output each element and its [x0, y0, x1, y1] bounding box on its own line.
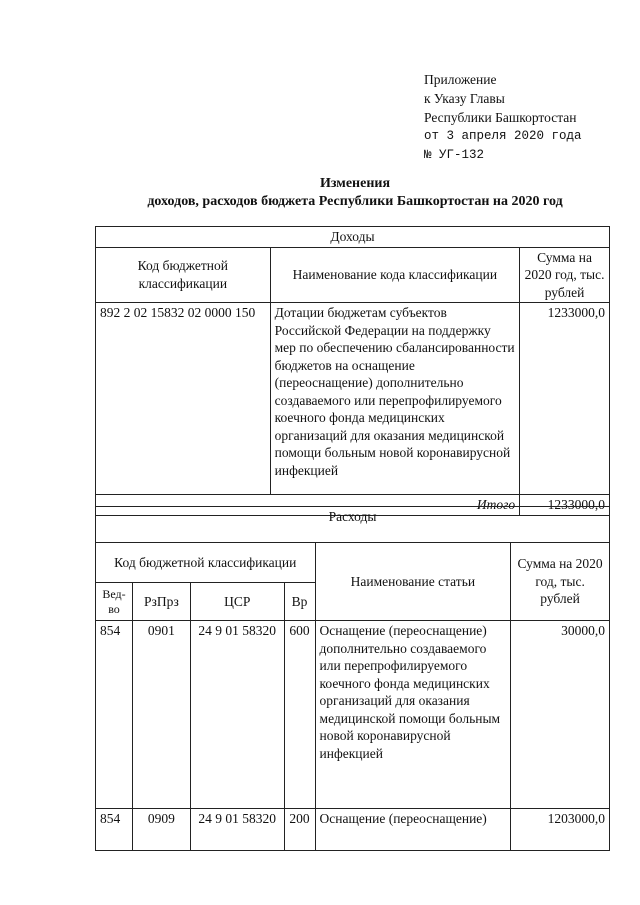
- csr-cell: 24 9 01 58320: [190, 809, 284, 851]
- appendix-block: [424, 70, 582, 165]
- appendix-line: Приложение: [424, 72, 497, 87]
- decree-date: от 3 апреля 2020 года: [424, 129, 582, 143]
- article-name-cell: Оснащение (переоснащение) дополнительно создаваемого или перепрофилируемого коечного фонда медицинских организаций для оказания медицинской помощи больным новой коронавирусной инфекцией: [315, 621, 511, 809]
- rzprz-cell: 0909: [132, 809, 190, 851]
- expenses-table: [95, 506, 610, 851]
- income-sum-cell: 1233000,0: [520, 303, 610, 495]
- expenses-name-header: Наименование статьи: [315, 543, 511, 621]
- table-row: [96, 809, 610, 851]
- document-title: Изменения: [319, 176, 391, 191]
- rzprz-cell: 0901: [132, 621, 190, 809]
- vr-header: Вр: [284, 583, 315, 621]
- income-code-cell: 892 2 02 15832 02 0000 150: [96, 303, 271, 495]
- income-name-header: Наименование кода классификации: [270, 247, 519, 303]
- expenses-sum-header: Сумма на 2020 год, тыс. рублей: [511, 543, 610, 621]
- csr-cell: 24 9 01 58320: [190, 621, 284, 809]
- vr-cell: 200: [284, 809, 315, 851]
- article-name-cell: Оснащение (переоснащение): [315, 809, 511, 851]
- appendix-line: Республики Башкортостан: [424, 110, 577, 125]
- appendix-line: к Указу Главы: [424, 91, 505, 106]
- income-total-label: Итого: [96, 495, 520, 516]
- expenses-code-header: Код бюджетной классификации: [96, 543, 316, 583]
- income-section-header: Доходы: [96, 227, 610, 248]
- income-name-cell: Дотации бюджетам субъектов Российской Федерации на поддержку мер по обеспечению сбалансированности бюджетов на оснащение (переоснащение) дополнительно создаваемого или перепрофилируемого коечного фонда медицинских организаций для оказания медицинской помощи больным новой коронавирусной инфекцией: [270, 303, 519, 495]
- csr-header: ЦСР: [190, 583, 284, 621]
- income-code-header: Код бюджетной классификации: [96, 247, 271, 303]
- document-subtitle: доходов, расходов бюджета Республики Башкортостан на 2020 год: [147, 194, 563, 209]
- income-table: [95, 226, 610, 516]
- table-row: [96, 621, 610, 809]
- decree-number: № УГ-132: [424, 148, 485, 162]
- ved-cell: 854: [96, 809, 133, 851]
- rzprz-header: РзПрз: [132, 583, 190, 621]
- expenses-section-header: Расходы: [96, 507, 610, 543]
- ved-cell: 854: [96, 621, 133, 809]
- income-sum-header: Сумма на 2020 год, тыс. рублей: [520, 247, 610, 303]
- sum-cell: 30000,0: [511, 621, 610, 809]
- sum-cell: 1203000,0: [511, 809, 610, 851]
- income-total-value: 1233000,0: [520, 495, 610, 516]
- vr-cell: 600: [284, 621, 315, 809]
- ved-header: Вед-во: [96, 583, 133, 621]
